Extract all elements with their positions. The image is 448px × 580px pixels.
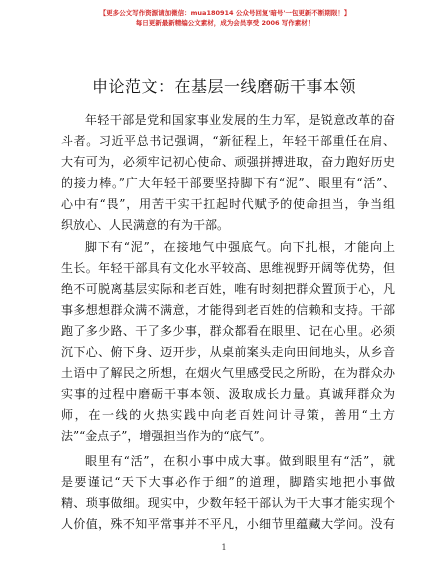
paragraph-line: 的接力棒。”广大年轻干部要坚持脚下有“泥”、眼里有“活”、 — [61, 176, 395, 190]
paragraph-line: 是要谨记“天下大事必作于细”的道理，脚踏实地把小事做 — [61, 475, 395, 489]
paragraph-line: 实事的过程中磨砺干事本领、汲取成长力量。真诚拜群众为 — [61, 387, 395, 401]
paragraph-3 — [61, 451, 395, 535]
paragraph-line: 心中有“畏”，用苦干实干扛起时代赋予的使命担当，争当组 — [61, 197, 395, 211]
paragraph-line: 织放心、人民满意的有为干部。 — [61, 218, 230, 232]
paragraph-line: 绝不可脱离基层实际和老百姓，唯有时刻把群众置顶于心，凡 — [61, 282, 395, 296]
paragraph-line: 生长。年轻干部具有文化水平较高、思维视野开阔等优势，但 — [61, 261, 395, 275]
paragraph-line: 大有可为，必须牢记初心使命、顽强拼搏进取，奋力跑好历史 — [61, 155, 395, 169]
paragraph-1 — [61, 110, 395, 236]
document-title: 申论范文：在基层一线磨砺干事本领 — [91, 77, 356, 96]
paragraph-line: 法”“金点子”，增强担当作为的“底气”。 — [61, 429, 272, 443]
paragraph-line: 沉下心、俯下身、迈开步，从桌前案头走向田间地头，从乡音 — [61, 345, 395, 359]
paragraph-2 — [61, 237, 395, 447]
paragraph-line: 年轻干部是党和国家事业发展的生力军，是锐意改革的奋 — [85, 113, 395, 127]
paragraph-line: 脚下有“泥”，在接地气中强底气。向下扎根，才能向上 — [85, 240, 395, 254]
paragraph-line: 师，在一线的火热实践中向老百姓问计寻策，善用“土方 — [61, 408, 395, 422]
paragraph-line: 跑了多少路、干了多少事，群众都看在眼里、记在心里。必须 — [61, 324, 395, 338]
paragraph-line: 眼里有“活”，在积小事中成大事。做到眼里有“活”，就 — [85, 454, 395, 468]
paragraph-line: 斗者。习近平总书记强调，“新征程上，年轻干部重任在肩、 — [61, 134, 395, 148]
paragraph-line: 事多想想群众满不满意，才能得到老百姓的信赖和支持。干部 — [61, 303, 395, 317]
page-number: 1 — [221, 543, 227, 552]
promo-banner-line-2: 每日更新最新精编公文素材，成为会员享受 2006 写作素材！ — [135, 19, 315, 27]
paragraph-line: 精、琐事做细。现实中，少数年轻干部认为干大事才能实现个 — [61, 496, 395, 510]
paragraph-line: 土语中了解民之所想，在烟火气里感受民之所盼，在为群众办 — [61, 366, 395, 380]
paragraph-line: 人价值，殊不知平常事并不平凡，小细节里蕴藏大学问。没有 — [61, 517, 395, 531]
promo-banner-line-1: 【更多公文写作资源请加微信：mua180914 公众号回复'暗号'一包更新不断期限！】 — [99, 9, 351, 17]
